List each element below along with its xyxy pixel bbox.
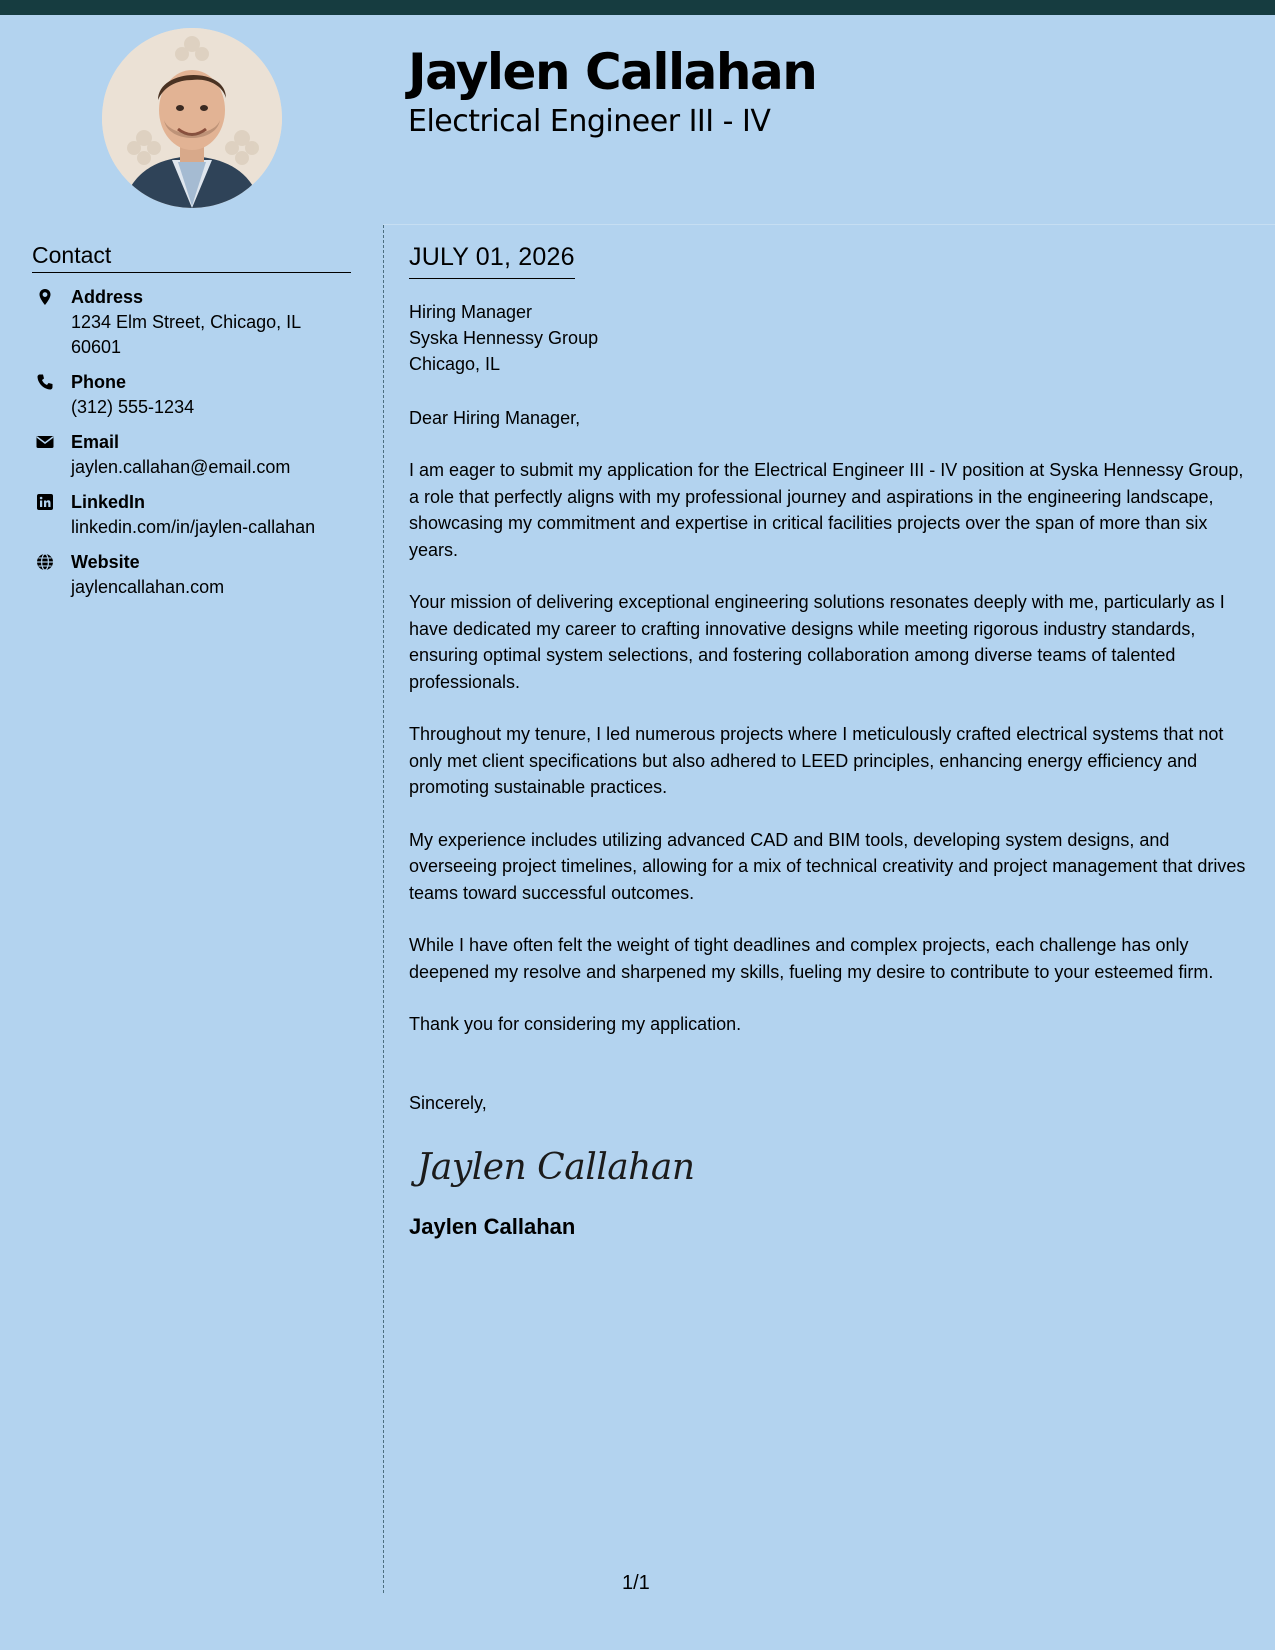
recipient-line: Chicago, IL [409,354,501,374]
contact-list [32,285,351,600]
recipient-line: Hiring Manager [409,302,533,322]
letter-paragraph: Your mission of delivering exceptional engineering solutions resonates deeply with me, particularly as I have dedicated my career to crafting innovative designs while meeting rigorous industry standards, ensuring optimal system selections, and fostering collaboration among diverse teams of talented professionals. [409,592,1225,692]
email-value[interactable]: jaylen.callahan@email.com [71,457,291,477]
contact-sidebar [32,240,351,610]
address-value: 1234 Elm Street, Chicago, IL 60601 [71,312,301,357]
contact-item-phone [32,370,351,420]
globe-icon [36,553,54,571]
header-divider [383,224,1275,225]
envelope-icon [36,433,54,451]
recipient-block [409,299,1254,377]
contact-heading: Contact [32,240,351,273]
phone-icon [36,373,54,391]
letter-paragraph: Thank you for considering my application. [409,1014,742,1034]
contact-item-address [32,285,351,360]
candidate-name: Jaylen Callahan [408,43,817,101]
contact-item-website [32,550,351,600]
location-pin-icon [36,288,54,306]
phone-label: Phone [71,372,127,392]
profile-photo [102,28,282,208]
handwritten-signature: Jaylen Callahan [417,1146,695,1188]
letter-paragraph: Throughout my tenure, I led numerous projects where I meticulously crafted electrical systems that not only met client specifications but also adhered to LEED principles, enhancing energy efficiency and promoting sustainable practices. [409,724,1224,797]
job-title: Electrical Engineer III - IV [408,104,771,139]
profile-photo-image [102,28,282,208]
top-accent-bar [0,0,1275,15]
website-value[interactable]: jaylencallahan.com [71,577,225,597]
letter-closing: Sincerely, [409,1092,487,1113]
column-divider [383,225,384,1593]
email-label: Email [71,432,120,452]
letter-body [409,240,1254,1242]
contact-item-linkedin [32,490,351,540]
letter-paragraph: While I have often felt the weight of tight deadlines and complex projects, each challenge has only deepened my resolve and sharpened my skills, fueling my desire to contribute to your esteemed firm. [409,935,1214,982]
signer-name: Jaylen Callahan [409,1213,576,1239]
phone-value[interactable]: (312) 555-1234 [71,397,195,417]
letter-date: JULY 01, 2026 [409,240,575,279]
website-label: Website [71,552,140,572]
letter-greeting: Dear Hiring Manager, [409,408,581,428]
linkedin-value[interactable]: linkedin.com/in/jaylen-callahan [71,517,316,537]
linkedin-icon [36,493,54,511]
letter-paragraph: My experience includes utilizing advanced CAD and BIM tools, developing system designs, and overseeing project timelines, allowing for a mix of technical creativity and project management that drives teams toward successful outcomes. [409,829,1246,903]
linkedin-label: LinkedIn [71,492,146,512]
letter-paragraph: I am eager to submit my application for the Electrical Engineer III - IV position at Syska Hennessy Group, a role that perfectly aligns with my professional journey and aspirations in the engineering landscape, showcasing my commitment and expertise in critical facilities projects over the span of more than six years. [409,460,1244,560]
address-label: Address [71,287,144,307]
recipient-line: Syska Hennessy Group [409,328,599,348]
page-number: 1/1 [622,1572,650,1594]
contact-item-email [32,430,351,480]
